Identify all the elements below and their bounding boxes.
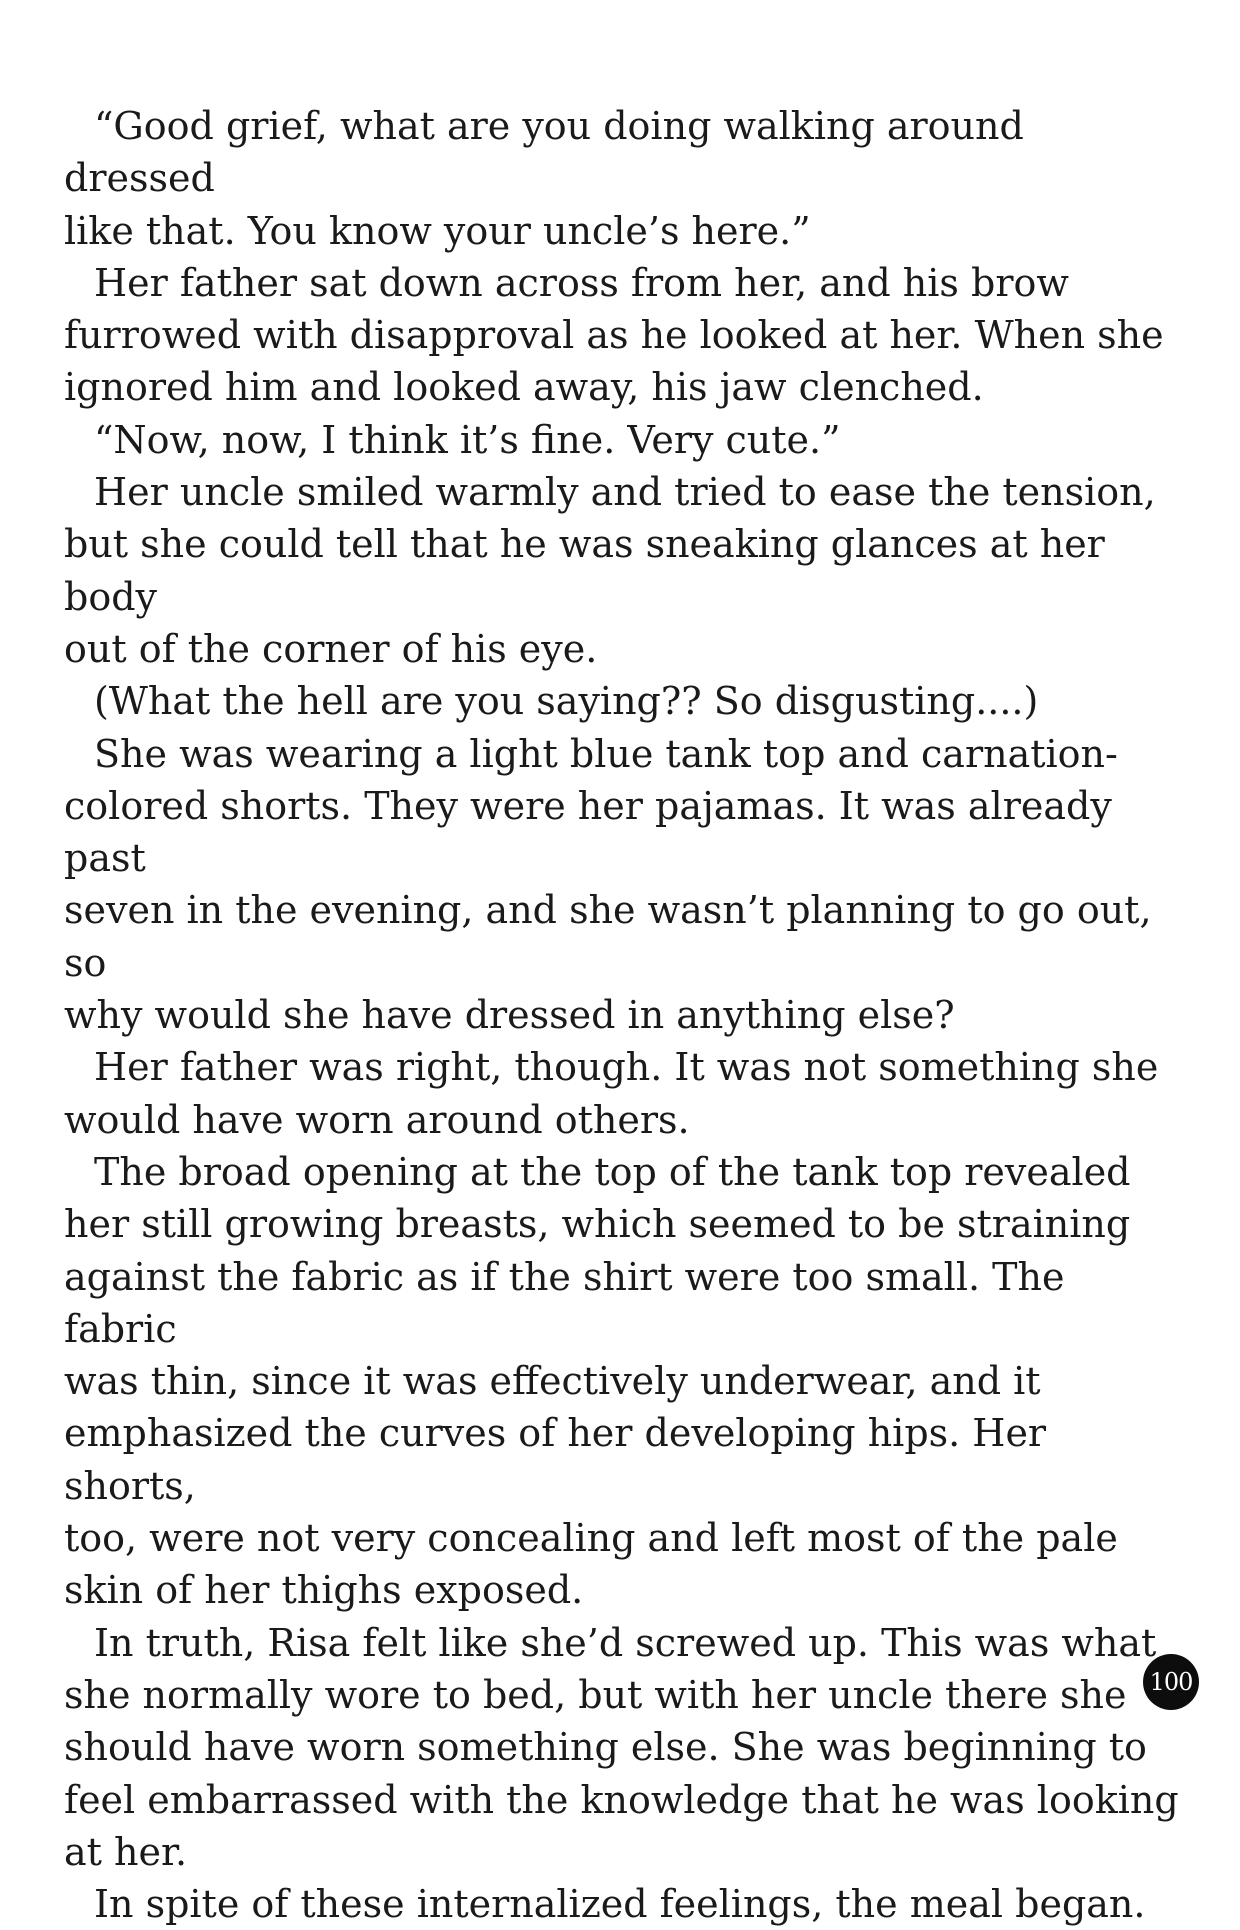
paragraph-2: Her father sat down across from her, and his brow furrowed with disapproval as he looked at her. When she ignored him and looked away, his jaw clenched. [64, 260, 1164, 410]
paragraph-10: In spite of these internalized feelings, the meal began. [94, 1882, 1146, 1927]
paragraph-9: In truth, Risa felt like she’d screwed up. This was what she normally wore to bed, but with her uncle there she should have worn something else. She was beginning to feel embarrassed with the knowledge that he was looking at her. [64, 1620, 1179, 1874]
paragraph-6: She was wearing a light blue tank top and carnation- colored shorts. They were her pajamas. It was already past seven in the evening, and she wasn’t planning to go out, so why would she have dressed in anything else? [64, 731, 1152, 1038]
page-number-badge: 100 [1143, 1654, 1199, 1710]
paragraph-1: “Good grief, what are you doing walking around dressed like that. You know your uncle’s here.” [64, 104, 1024, 253]
paragraph-4: Her uncle smiled warmly and tried to ease the tension, but she could tell that he was sneaking glances at her body out of the corner of his eye. [64, 470, 1156, 671]
paragraph-5: (What the hell are you saying?? So disgusting....) [94, 679, 1039, 724]
paragraph-8: The broad opening at the top of the tank top revealed her still growing breasts, which seemed to be straining against the fabric as if the shirt were too small. The fabric was thin, since it was effectively underwear, and it emphasized the curves of her developing hips. Her shorts, too, were not very concealing and left most of the pale skin of her thighs exposed. [64, 1149, 1131, 1613]
paragraph-3: “Now, now, I think it’s fine. Very cute.” [94, 417, 841, 462]
paragraph-7: Her father was right, though. It was not something she would have worn around others. [64, 1045, 1159, 1142]
body-text [64, 100, 1184, 1930]
